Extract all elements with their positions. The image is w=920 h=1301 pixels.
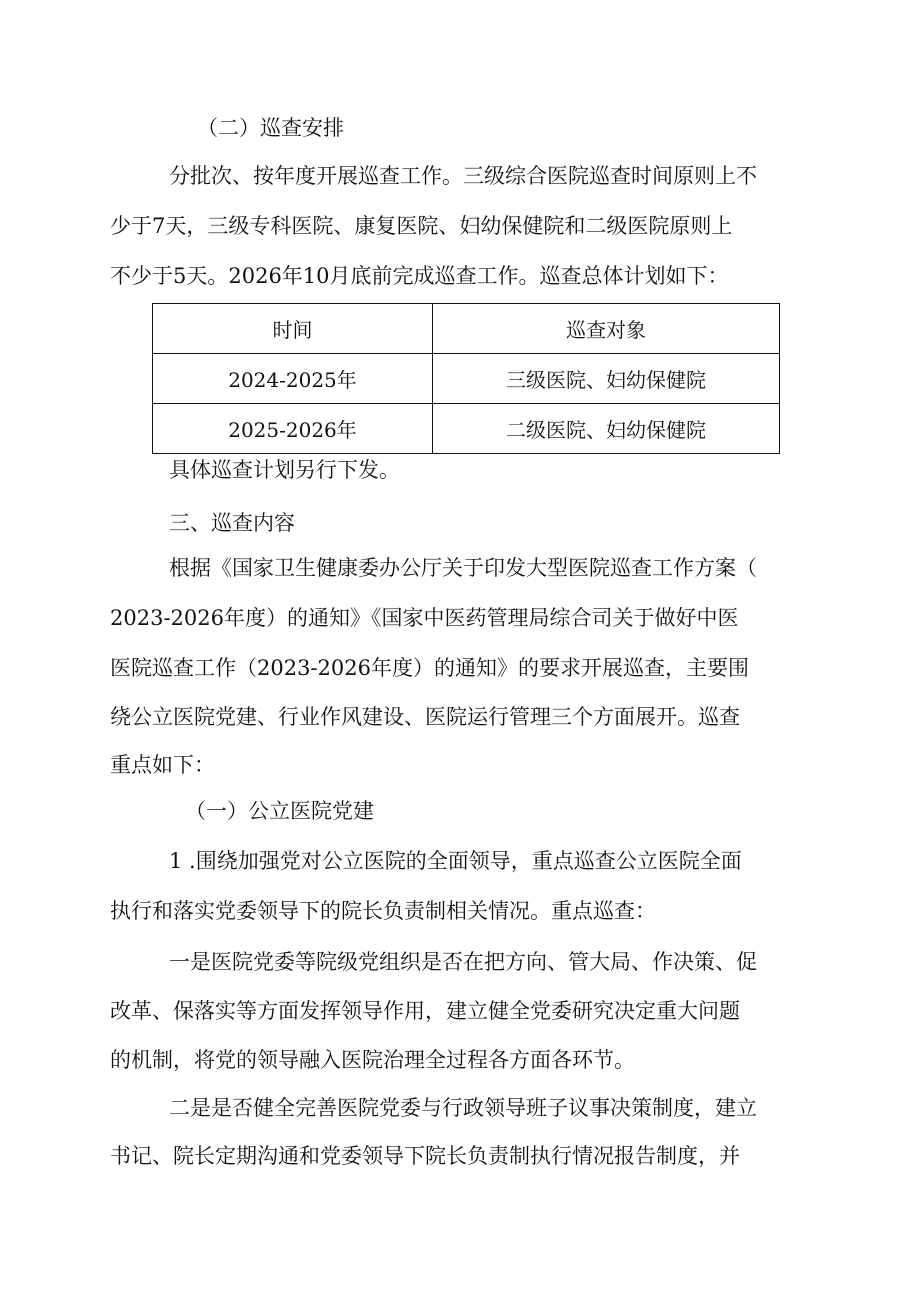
paragraph-line: 执行和落实党委领导下的院长负责制相关情况。重点巡查：: [110, 899, 656, 923]
paragraph-line: 医院巡查工作（2023-2026年度）的通知》的要求开展巡查，主要围: [110, 656, 749, 680]
table-row: [153, 354, 780, 404]
table-cell-target: 三级医院、妇幼保健院: [433, 354, 780, 404]
paragraph-line: 2023-2026年度）的通知》《国家中医药管理局综合司关于做好中医: [110, 606, 739, 630]
paragraph-line: 绕公立医院党建、行业作风建设、医院运行管理三个方面展开。巡查: [110, 705, 740, 729]
table-header-target: 巡查对象: [433, 304, 780, 354]
table-cell-time: 2025-2026年: [153, 404, 433, 454]
subsection-heading-party-building: （一）公立医院党建: [185, 799, 374, 823]
paragraph-text: 分批次、按年度开展巡查工作。三级综合医院巡查时间原则上不: [169, 164, 757, 188]
paragraph-line: 不少于5天。2026年10月底前完成巡查工作。巡查总体计划如下：: [110, 264, 729, 288]
table-cell-target: 二级医院、妇幼保健院: [433, 404, 780, 454]
paragraph-line: 少于7天，三级专科医院、康复医院、妇幼保健院和二级医院原则上: [110, 214, 733, 238]
section-heading-inspection-content: 三、巡查内容: [169, 511, 295, 535]
table-cell-time: 2024-2025年: [153, 354, 433, 404]
paragraph-line: 一是医院党委等院级党组织是否在把方向、管大局、作决策、促: [169, 950, 757, 974]
paragraph-line: 1 .围绕加强党对公立医院的全面领导，重点巡查公立医院全面: [169, 849, 742, 873]
paragraph-line: 改革、保落实等方面发挥领导作用，建立健全党委研究决定重大问题: [110, 999, 740, 1023]
paragraph-line: 二是是否健全完善医院党委与行政领导班子议事决策制度，建立: [169, 1096, 757, 1120]
paragraph-line: 根据《国家卫生健康委办公厅关于印发大型医院巡查工作方案（: [169, 556, 757, 580]
paragraph-line: 重点如下：: [110, 753, 215, 777]
paragraph-line: 具体巡查计划另行下发。: [169, 458, 400, 482]
paragraph-line: 的机制，将党的领导融入医院治理全过程各方面各环节。: [110, 1048, 635, 1072]
table-header-time: 时间: [153, 304, 433, 354]
table-header-row: [153, 304, 780, 354]
paragraph-line: [169, 161, 809, 191]
table-row: [153, 404, 780, 454]
section-heading-inspection-schedule: （二）巡查安排: [197, 116, 344, 140]
paragraph-line: 书记、院长定期沟通和党委领导下院长负责制执行情况报告制度，并: [110, 1144, 740, 1168]
inspection-plan-table: [152, 303, 780, 454]
